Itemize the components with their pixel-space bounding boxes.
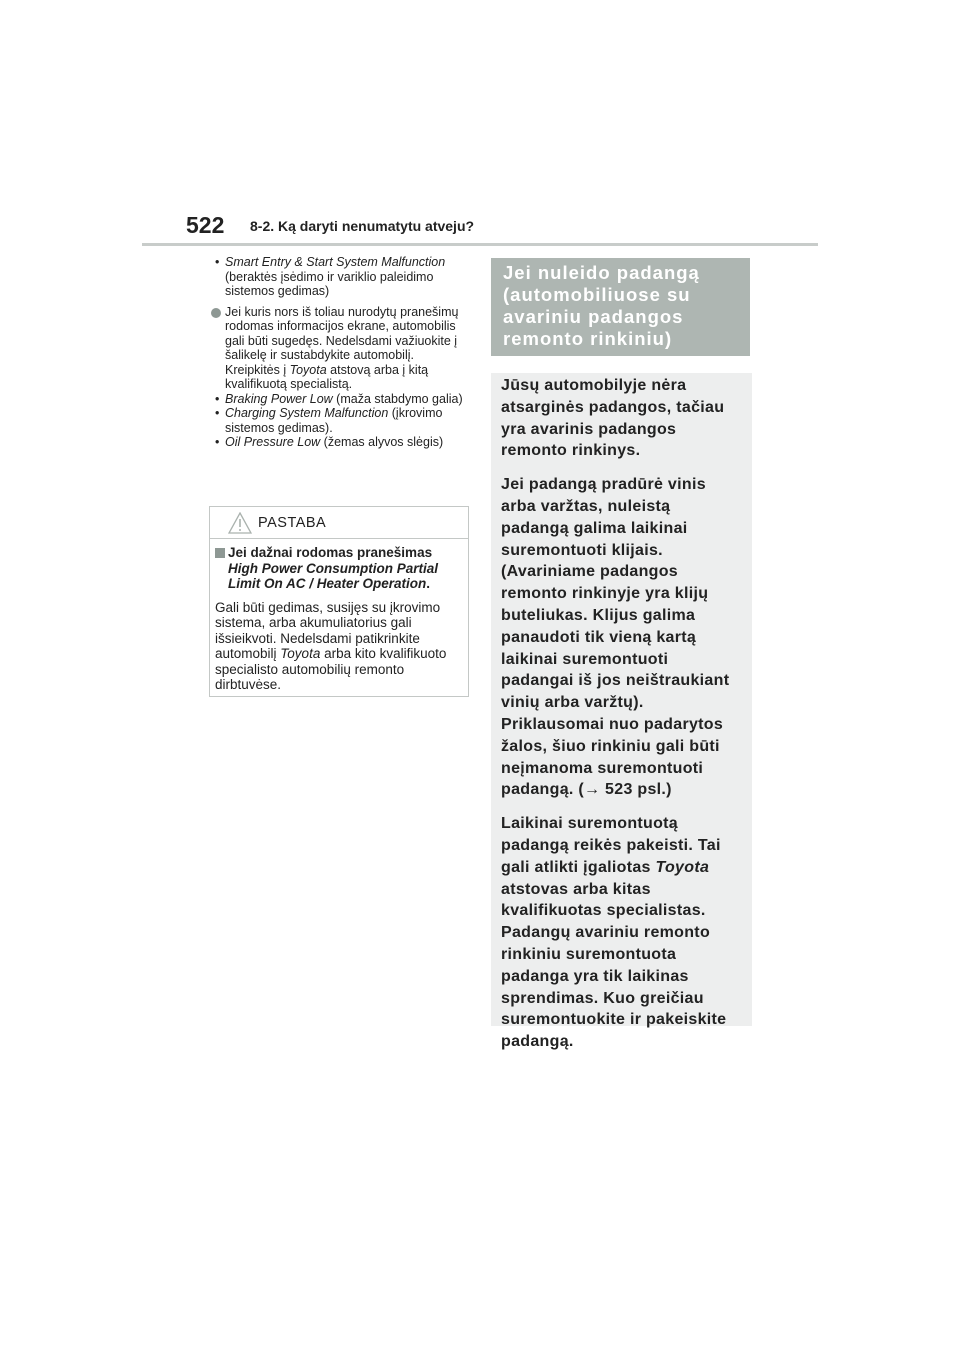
warning-triangle-icon	[228, 512, 252, 534]
notice-body	[210, 539, 468, 693]
info-paragraph: Laikinai suremontuotą padangą reikės pakeisti. Tai gali atlikti įgaliotas Toyota atstovas arba kitas kvalifikuotas specialistas. Padangų avariniu remonto rinkiniu suremontuota padanga yra tik laikinas sprendimas. Kuo greičiau suremontuokite ir pakeiskite padangą.	[501, 815, 727, 1051]
brand-name: Toyota	[289, 362, 327, 377]
info-paragraph: Jūsų automobilyje nėra atsarginės padangos, tačiau yra avarinis padangos remonto rinkinys.	[501, 377, 725, 460]
notice-title: PASTABA	[258, 515, 327, 531]
list-item	[212, 435, 470, 450]
brand-name: Toyota	[280, 646, 321, 661]
notice-subheading: Jei dažnai rodomas pranešimas High Power Consumption Partial Limit On AC / Heater Operation.	[215, 545, 458, 592]
warning-paragraph: Jei kuris nors iš toliau nurodytų pranešimų rodomas informacijos ekrane, automobilis gali būti sugedęs. Nedelsdami važiuokite į šalikelę ir sustabdykite automobilį. Kreipkitės į Toyota atstovą arba į kitą kvalifikuotą specialistą.	[212, 305, 470, 392]
brand-name: Toyota	[655, 858, 710, 876]
circle-bullet-icon	[211, 308, 221, 318]
bullet-dot: •	[215, 435, 220, 449]
notice-header	[210, 507, 468, 539]
info-text	[491, 373, 752, 1053]
page-number: 522	[186, 212, 225, 238]
header-rule	[142, 243, 818, 246]
section-banner	[491, 258, 750, 356]
bullet-dot: •	[215, 255, 220, 269]
message-description: (maža stabdymo galia)	[332, 391, 463, 406]
notice-text: Gali būti gedimas, susijęs su įkrovimo sistema, arba akumuliatorius gali išsieikvoti. Nedelsdami patikrinkite automobilį Toyota arba kito kvalifikuoto specialisto automobilių remonto dirbtuvėse.	[215, 599, 447, 692]
message-description: (žemas alyvos slėgis)	[320, 435, 444, 449]
notice-box	[209, 506, 469, 697]
chapter-title: 8-2. Ką daryti nenumatytu atveju?	[250, 218, 475, 234]
message-name: Braking Power Low	[225, 391, 333, 406]
list-item	[212, 392, 470, 407]
info-paragraph: Jei padangą pradūrė vinis arba varžtas, nuleistą padangą galima laikinai suremontuoti klijais. (Avariniame padangos remonto rinkinyje yra klijų buteliukas. Klijus galima panaudoti tik vieną kartą laikinai suremontuoti padangai iš jos neištraukiant vinių arba varžtų). Priklausomai nuo padarytos žalos, šiuo rinkiniu gali būti neįmanoma suremontuoti padangą. (→ 523 psl.)	[501, 476, 730, 799]
square-bullet-icon	[215, 548, 225, 558]
section-title: Jei nuleido padangą (automobiliuose su avariniu padangos remonto rinkiniu)	[503, 262, 700, 349]
info-panel	[491, 373, 752, 1051]
bullet-dot: •	[215, 391, 220, 406]
message-name: Charging System Malfunction	[225, 406, 389, 420]
message-name: Smart Entry & Start System Malfunction	[225, 255, 446, 269]
message-name: High Power Consumption Partial Limit On AC / Heater Operation	[228, 560, 439, 591]
message-description: (beraktės įsėdimo ir variklio paleidimo sistemos gedimas)	[225, 269, 434, 298]
message-name: Oil Pressure Low	[225, 435, 321, 449]
left-column	[212, 255, 470, 450]
bullet-dot: •	[215, 406, 220, 420]
list-item	[212, 255, 470, 299]
list-item	[212, 406, 470, 435]
message-description: (įkrovimo sistemos gedimas).	[225, 406, 443, 435]
